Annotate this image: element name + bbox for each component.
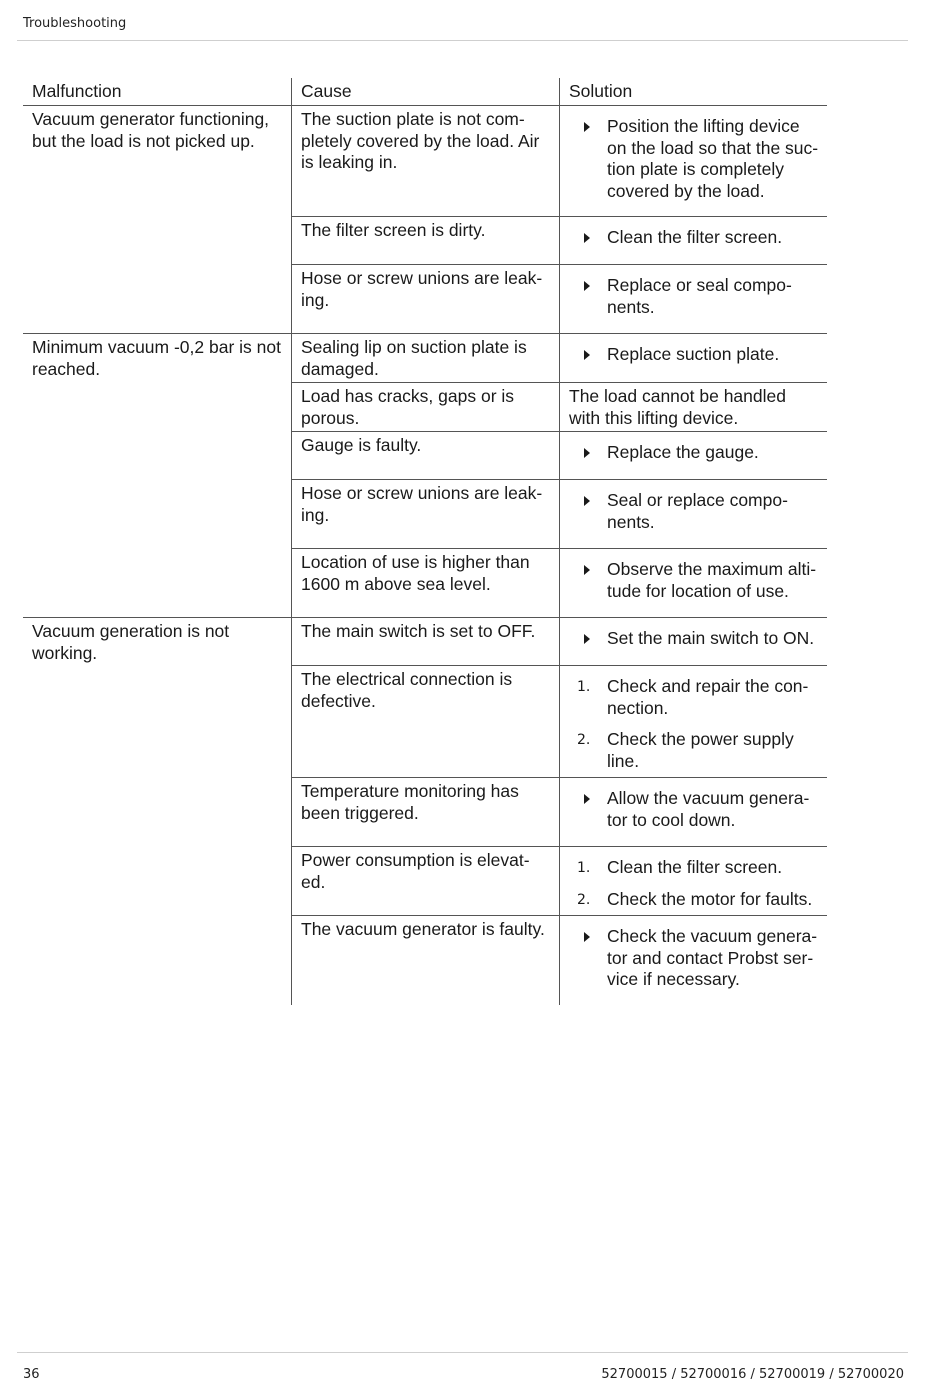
step-number	[560, 729, 607, 772]
solution-cell	[559, 549, 827, 617]
action-step	[560, 916, 827, 991]
step-number-label: 1.	[577, 679, 591, 695]
table-row	[291, 265, 827, 333]
triangle-right-icon	[584, 233, 590, 243]
step-text: Set the main switch to ON.	[607, 628, 815, 648]
table-row	[291, 334, 827, 383]
solution-text: The load cannot be handled with this lifting device.	[569, 386, 786, 428]
malfunction-group	[23, 618, 827, 1005]
action-step	[560, 265, 827, 318]
step-number-label: 1.	[577, 860, 591, 876]
triangle-right-icon	[584, 496, 590, 506]
table-row	[291, 217, 827, 265]
step-number	[560, 889, 607, 911]
action-step	[560, 106, 827, 202]
page-header-title: Troubleshooting	[23, 16, 127, 31]
arrow-bullet-icon	[560, 227, 607, 249]
cause-cell: The main switch is set to OFF.	[291, 618, 559, 665]
numbered-step	[560, 847, 827, 879]
malfunction-cell: Minimum vacuum -0,2 bar is not reached.	[32, 337, 281, 379]
action-step	[560, 217, 827, 249]
step-text: Check and repair the con-nection.	[607, 676, 809, 718]
solution-cell	[559, 480, 827, 548]
arrow-bullet-icon	[560, 628, 607, 650]
table-row	[291, 106, 827, 217]
step-text: Replace suction plate.	[607, 344, 780, 364]
malfunction-cell: Vacuum generation is not working.	[32, 621, 230, 663]
step-number	[560, 857, 607, 879]
arrow-bullet-icon	[560, 559, 607, 602]
arrow-bullet-icon	[560, 442, 607, 464]
cause-solution-rows	[291, 106, 827, 333]
cause-cell: Gauge is faulty.	[291, 432, 559, 479]
action-step	[560, 549, 827, 602]
triangle-right-icon	[584, 634, 590, 644]
cause-cell: Load has cracks, gaps or is porous.	[291, 383, 559, 431]
malfunction-cell: Vacuum generator functioning, but the load is not picked up.	[32, 109, 270, 151]
column-header-cause: Cause	[291, 78, 559, 105]
step-text: Allow the vacuum genera-tor to cool down.	[607, 788, 810, 830]
arrow-bullet-icon	[560, 116, 607, 202]
page-number: 36	[23, 1367, 40, 1382]
triangle-right-icon	[584, 448, 590, 458]
cause-cell: The electrical connection is defective.	[291, 666, 559, 777]
cause-solution-rows	[291, 618, 827, 1005]
step-number-label: 2.	[577, 891, 591, 908]
step-text: Check the power supply line.	[607, 729, 794, 771]
solution-cell	[559, 334, 827, 382]
table-row	[291, 549, 827, 617]
arrow-bullet-icon	[560, 275, 607, 318]
table-row	[291, 847, 827, 916]
troubleshooting-table	[23, 78, 827, 1005]
step-text: Seal or replace compo-nents.	[607, 490, 788, 532]
cause-cell: Sealing lip on suction plate is damaged.	[291, 334, 559, 382]
cause-solution-rows	[291, 334, 827, 617]
arrow-bullet-icon	[560, 788, 607, 831]
column-header-malfunction: Malfunction	[32, 81, 122, 101]
footer-divider	[17, 1352, 908, 1353]
action-step	[560, 432, 827, 464]
document-reference: 52700015 / 52700016 / 52700019 / 52700020	[601, 1367, 904, 1382]
cause-cell: Hose or screw unions are leak-ing.	[291, 265, 559, 333]
malfunction-group	[23, 334, 827, 618]
triangle-right-icon	[584, 350, 590, 360]
arrow-bullet-icon	[560, 490, 607, 533]
step-text: Check the motor for faults.	[607, 888, 813, 909]
solution-cell	[559, 106, 827, 216]
cause-cell: Location of use is higher than 1600 m above sea level.	[291, 549, 559, 617]
solution-cell	[559, 847, 827, 915]
triangle-right-icon	[584, 565, 590, 575]
action-step	[560, 480, 827, 533]
cause-cell: The suction plate is not com-pletely covered by the load. Air is leaking in.	[291, 106, 559, 216]
table-row	[291, 618, 827, 666]
solution-cell	[559, 265, 827, 333]
solution-cell	[559, 778, 827, 846]
solution-cell	[559, 217, 827, 264]
solution-cell	[559, 383, 827, 431]
action-step	[560, 778, 827, 831]
action-step	[560, 334, 827, 366]
numbered-step	[560, 879, 827, 911]
solution-cell	[559, 666, 827, 777]
table-row	[291, 666, 827, 778]
table-row	[291, 916, 827, 1005]
cause-cell: Power consumption is elevat-ed.	[291, 847, 559, 915]
triangle-right-icon	[584, 122, 590, 132]
solution-cell	[559, 432, 827, 479]
arrow-bullet-icon	[560, 344, 607, 366]
triangle-right-icon	[584, 932, 590, 942]
table-header-row	[23, 78, 827, 106]
numbered-step	[560, 666, 827, 719]
cause-cell: Temperature monitoring has been triggered.	[291, 778, 559, 846]
step-text: Replace the gauge.	[607, 442, 759, 462]
column-header-solution: Solution	[559, 78, 827, 105]
cause-cell: The filter screen is dirty.	[291, 217, 559, 264]
cause-cell: Hose or screw unions are leak-ing.	[291, 480, 559, 548]
table-body	[23, 106, 827, 1005]
step-text: Clean the filter screen.	[607, 857, 783, 877]
action-step	[560, 618, 827, 650]
solution-cell	[559, 916, 827, 1005]
triangle-right-icon	[584, 794, 590, 804]
triangle-right-icon	[584, 281, 590, 291]
step-text: Replace or seal compo-nents.	[607, 275, 792, 317]
step-number-label: 2.	[577, 732, 591, 748]
step-text: Observe the maximum alti-tude for location of use.	[607, 559, 817, 601]
step-text: Position the lifting device on the load so that the suc-tion plate is completely covered by the load.	[607, 116, 819, 201]
cause-cell: The vacuum generator is faulty.	[291, 916, 559, 1005]
step-text: Clean the filter screen.	[607, 227, 783, 247]
table-row	[291, 480, 827, 549]
numbered-step	[560, 719, 827, 772]
table-row	[291, 383, 827, 432]
step-number	[560, 676, 607, 719]
step-text: Check the vacuum genera-tor and contact Probst ser-vice if necessary.	[607, 926, 818, 989]
arrow-bullet-icon	[560, 926, 607, 991]
table-row	[291, 778, 827, 847]
malfunction-group	[23, 106, 827, 334]
table-row	[291, 432, 827, 480]
header-divider	[17, 40, 908, 41]
solution-cell	[559, 618, 827, 665]
